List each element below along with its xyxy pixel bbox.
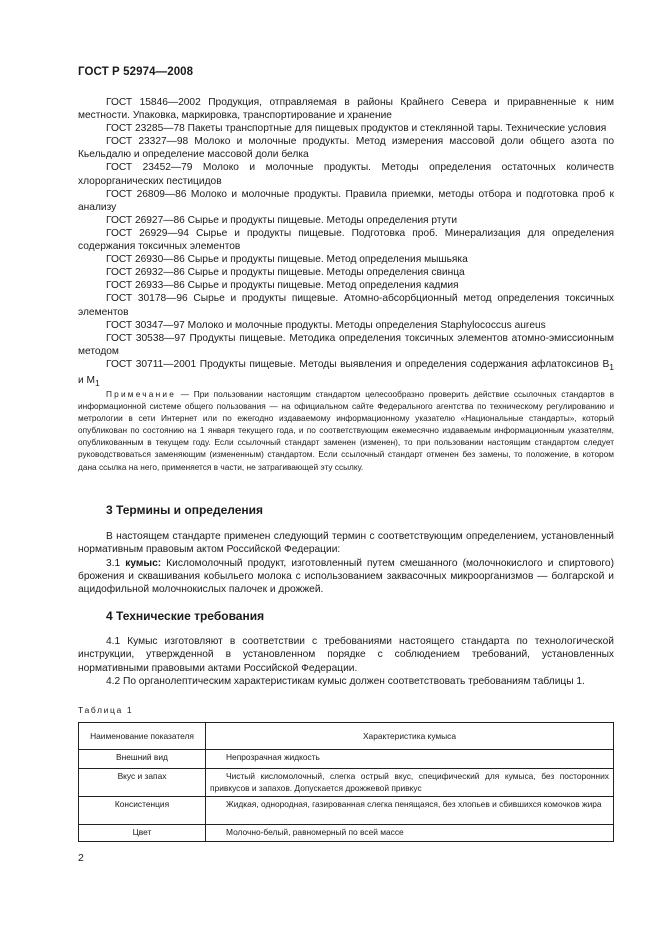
note-text: — При пользовании настоящим стандартом целесообразно проверить действие ссылочных стандартов в информационной системе общего пользования — на официальном сайте Федерального агентства по техническому регулированию и метрологии в сети Интернет или по ежегодно издаваемому информационному указателю «Национальные стандарты», который опубликован по состоянию на 1 января текущего года, и по соответствующим ежемесячно издаваемым информационным указателям, опубликованным в текущем году. Если ссылочный стандарт заменен (изменен), то при пользовании настоящим стандартом следует руководствоваться заменяющим (измененным) стандартом. Если ссылочный стандарт отменен без замены, то положение, в котором дана ссылка на него, применяется в части, не затрагивающей эту ссылку. [78,389,614,472]
table-cell: Внешний вид [79,750,206,769]
section-4-heading: 4 Технические требования [106,609,265,623]
table-row [79,797,614,825]
section-3-body [78,530,614,596]
reference-item: ГОСТ 26809—86 Молоко и молочные продукты. Правила приемки, методы отбора и подготовка проб к анализу [78,188,614,213]
table-cell: Молочно-белый, равномерный по всей массе [206,825,614,842]
reference-item: ГОСТ 26933—86 Сырье и продукты пищевые. Метод определения кадмия [106,280,459,292]
section-4-body [78,635,614,688]
document-header: ГОСТ Р 52974—2008 [78,66,194,78]
table-row [79,750,614,769]
term-text: Кисломолочный продукт, изготовленный путем смешанного (молочнокислого и спиртового) брожения и сквашивания кобыльего молока с использованием заквасочных микроорганизмов — болгарской и ацидофильной молочнокислых палочек и дрожжей. [78,557,614,596]
reference-text: и M [78,375,96,386]
requirements-table [78,722,614,842]
table-header-cell: Наименование показателя [79,723,206,750]
table-header-cell: Характеристика кумыса [206,723,614,750]
reference-text: ГОСТ 30711—2001 Продукты пищевые. Методы выявления и определения содержания афлатоксинов B [106,358,610,370]
subscript: 1 [609,361,614,372]
reference-item: ГОСТ 23285—78 Пакеты транспортные для пищевых продуктов и стеклянной тары. Технические условия [106,123,607,135]
note-label: Примечание [106,389,177,399]
table-cell: Консистенция [79,797,206,825]
page-number: 2 [78,852,84,864]
section-3-heading: 3 Термины и определения [106,503,264,517]
normative-references [78,96,614,390]
reference-item: ГОСТ 26932—86 Сырье и продукты пищевые. Методы определения свинца [106,267,465,279]
reference-item-last [78,358,614,390]
reference-item: ГОСТ 30178—96 Сырье и продукты пищевые. Атомно-абсорбционный метод определения токсичных элементов [78,293,614,318]
table-cell: Цвет [79,825,206,842]
table-cell: Чистый кисломолочный, слегка острый вкус, специфический для кумыса, без посторонних привкусов и запахов. Допускается дрожжевой привкус [206,769,614,797]
table-cell: Непрозрачная жидкость [206,750,614,769]
reference-item: ГОСТ 26929—94 Сырье и продукты пищевые. Подготовка проб. Минерализация для определения содержания токсичных элементов [78,227,614,253]
section-4-paragraph-2: 4.2 По органолептическим характеристикам кумыс должен соответствовать требованиям таблицы 1. [106,675,585,687]
reference-item: ГОСТ 23327—98 Молоко и молочные продукты. Метод измерения массовой доли общего азота по Кьельдалю и определение массовой доли белка [78,136,614,161]
reference-item: ГОСТ 26927—86 Сырье и продукты пищевые. Методы определения ртути [106,214,458,226]
table-cell: Вкус и запах [79,769,206,797]
table-row [79,769,614,797]
reference-item: ГОСТ 26930—86 Сырье и продукты пищевые. Метод определения мышьяка [106,254,468,266]
reference-item: ГОСТ 15846—2002 Продукция, отправляемая в районы Крайнего Севера и приравненные к ним местности. Упаковка, маркировка, транспортирование и хранение [78,97,614,122]
table-row [79,825,614,842]
reference-item: ГОСТ 30538—97 Продукты пищевые. Методика определения токсичных элементов атомно-эмиссионным методом [78,332,614,357]
note-paragraph [78,388,614,473]
reference-item: ГОСТ 23452—79 Молоко и молочные продукты. Методы определения остаточных количеств хлорорганических пестицидов [78,162,614,187]
term-definition [78,557,614,597]
table-caption: Таблица 1 [78,705,134,715]
term-number: 3.1 [106,557,126,569]
section-4-paragraph-1: 4.1 Кумыс изготовляют в соответствии с требованиями настоящего стандарта по технологической инструкции, утвержденной в установленном порядке с соблюдением требований, установленных нормативными правовыми актами Российской Федерации. [78,636,614,674]
reference-item: ГОСТ 30347—97 Молоко и молочные продукты. Методы определения Staphylococcus aureus [106,319,546,331]
term-name: кумыс: [125,557,162,569]
subscript: 1 [95,378,100,389]
section-3-intro: В настоящем стандарте применен следующий термин с соответствующим определением, установленный нормативным правовым актом Российской Федерации: [78,531,614,556]
table-cell: Жидкая, однородная, газированная слегка пенящаяся, без хлопьев и сбившихся комочков жира [206,797,614,825]
table-header-row [79,723,614,750]
